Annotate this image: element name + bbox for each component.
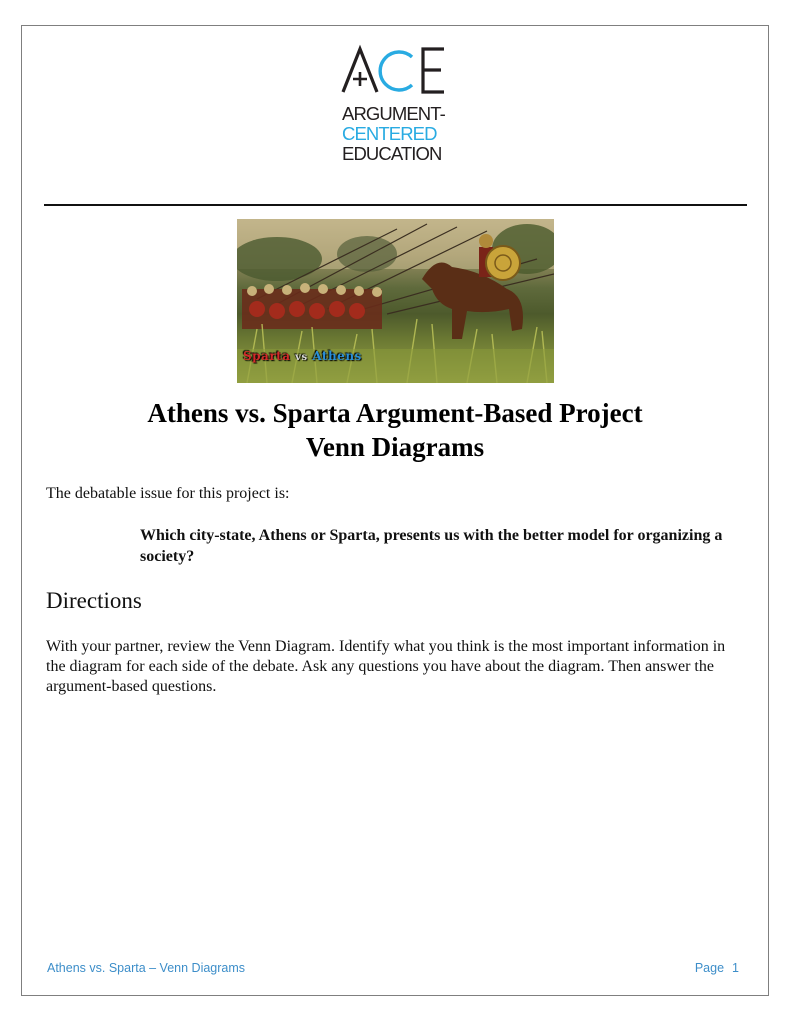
ace-logo-mark bbox=[340, 44, 452, 96]
page-border bbox=[21, 25, 769, 996]
logo-text-centered: CENTERED bbox=[342, 123, 437, 144]
logo-text-argument: ARGUMENT- bbox=[342, 103, 445, 124]
debatable-question: Which city-state, Athens or Sparta, presents us with the better model for organizing a society? bbox=[140, 527, 723, 565]
banner-caption-athens: Athens bbox=[312, 349, 362, 363]
logo-text-education: EDUCATION bbox=[342, 143, 442, 164]
ace-logo bbox=[340, 44, 452, 170]
document-subtitle: Venn Diagrams bbox=[305, 432, 485, 462]
intro-text: The debatable issue for this project is: bbox=[46, 485, 290, 502]
banner-caption bbox=[243, 349, 362, 363]
directions-heading: Directions bbox=[46, 588, 142, 613]
banner-caption-sparta: Sparta bbox=[243, 349, 291, 363]
footer-page-number: 1 bbox=[732, 961, 739, 975]
banner-image bbox=[237, 219, 554, 383]
footer-title: Athens vs. Sparta – Venn Diagrams bbox=[47, 961, 246, 975]
footer-page-label: Page bbox=[694, 961, 725, 975]
directions-body: With your partner, review the Venn Diagram. Identify what you think is the most important information in the diagram for each side of the debate. Ask any questions you have about the diagram. Then answer the argument-based questions. bbox=[46, 638, 726, 695]
header-divider bbox=[44, 204, 747, 206]
footer-page bbox=[695, 961, 739, 975]
banner-caption-vs: vs bbox=[295, 352, 308, 363]
document-title: Athens vs. Sparta Argument-Based Project bbox=[147, 398, 643, 428]
